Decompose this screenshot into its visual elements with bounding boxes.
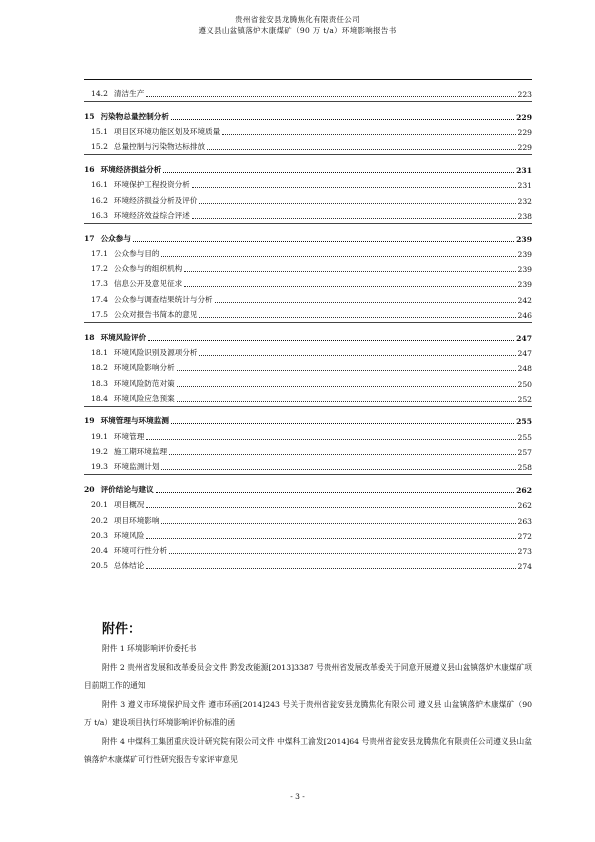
toc-entry-page: 255 <box>517 432 532 442</box>
toc-entry-label <box>91 446 167 457</box>
toc-entry-number: 19.3 <box>91 462 108 472</box>
toc-leader-dots <box>222 134 515 135</box>
toc-entry-page: 239 <box>517 280 532 290</box>
toc-entry-title: 项目环境影响 <box>113 515 160 525</box>
toc-entry-number: 17.2 <box>91 264 108 274</box>
toc-leader-dots <box>171 423 514 424</box>
toc-leader-dots <box>169 454 515 455</box>
toc-section-entry[interactable] <box>84 426 532 441</box>
toc-entry-page: 229 <box>517 143 532 153</box>
appendix-item: 附件 1 环境影响评价委托书 <box>102 644 197 653</box>
toc-section-entry[interactable] <box>84 343 532 358</box>
toc-entry-title: 环境经济损益分析 <box>100 165 162 175</box>
toc-entry-label <box>91 530 144 541</box>
toc-entry-number: 17 <box>84 233 95 243</box>
toc-entry-label <box>91 294 213 305</box>
toc-entry-number: 17.1 <box>91 248 108 258</box>
toc-leader-dots <box>161 256 515 257</box>
toc-entry-page: 231 <box>517 181 532 191</box>
toc-entry-page: 229 <box>516 112 532 122</box>
toc-entry-label <box>91 362 175 373</box>
toc-entry-number: 18 <box>84 332 95 342</box>
toc-entry-title: 环境风险影响分析 <box>113 363 175 373</box>
toc-entry-number: 20.3 <box>91 530 108 540</box>
toc-leader-dots <box>161 523 515 524</box>
toc-chapter-entry[interactable] <box>84 407 532 427</box>
toc-entry-number: 17.5 <box>91 310 108 320</box>
toc-entry-label <box>91 431 144 442</box>
toc-entry-title: 公众参与调查结果统计与分析 <box>113 294 213 304</box>
toc-entry-label <box>91 309 197 320</box>
toc-entry-title: 公众参与 <box>100 233 131 243</box>
toc-entry-page: 223 <box>517 90 532 100</box>
toc-section-entry[interactable] <box>84 122 532 137</box>
toc-entry-page: 250 <box>517 379 532 389</box>
toc-entry-page: 231 <box>516 166 532 176</box>
toc-entry-number: 18.4 <box>91 393 108 403</box>
toc-entry-title: 环境经济损益分析及评价 <box>113 195 198 205</box>
toc-entry-label <box>84 484 154 495</box>
toc-section-entry[interactable] <box>84 84 532 99</box>
toc-entry-title: 施工期环境监理 <box>113 447 168 457</box>
toc-section-entry[interactable] <box>84 190 532 205</box>
toc-chapter-entry[interactable] <box>84 475 532 495</box>
toc-entry-number: 19.1 <box>91 431 108 441</box>
toc-entry-number: 16 <box>84 165 95 175</box>
toc-entry-page: 246 <box>517 311 532 321</box>
toc-entry-label <box>84 332 146 343</box>
toc-entry-page: 242 <box>517 295 532 305</box>
toc-entry-number: 20.4 <box>91 546 108 556</box>
toc-entry-number: 17.4 <box>91 294 108 304</box>
toc-entry-page: 274 <box>517 562 532 572</box>
toc-section-entry[interactable] <box>84 510 532 525</box>
toc-entry-page: 257 <box>517 448 532 458</box>
toc-leader-dots <box>199 317 515 318</box>
toc-leader-dots <box>169 553 515 554</box>
toc-entry-title: 环境风险应急预案 <box>113 393 175 403</box>
toc-entry-title: 环境保护工程投资分析 <box>113 180 190 190</box>
header-rule <box>84 79 532 80</box>
appendix-item: 附件 3 遵义市环境保护局文件 遵市环函[2014]243 号关于贵州省瓮安县龙腾焦化有限公司 遵义县 山盆镇落炉木康煤矿（90 万 t/a）建设项目执行环境影响评价标准的函 <box>84 699 532 727</box>
toc-entry-label <box>91 88 144 99</box>
toc-entry-title: 环境管理 <box>113 431 145 441</box>
toc-entry-title: 环境经济效益综合评述 <box>113 210 190 220</box>
toc-entry-page: 238 <box>517 211 532 221</box>
toc-leader-dots <box>148 340 514 341</box>
toc-entry-title: 环境监测计划 <box>113 462 160 472</box>
toc-entry-number: 18.2 <box>91 363 108 373</box>
toc-entry-number: 16.1 <box>91 180 108 190</box>
toc-entry-label <box>91 515 159 526</box>
toc-entry-number: 15 <box>84 111 95 121</box>
toc-entry-title: 污染物总量控制分析 <box>100 111 169 121</box>
toc-entry-label <box>84 233 131 244</box>
appendix-item: 附件 4 中煤科工集团重庆设计研究院有限公司文件 中煤科工渝发[2014]64 号贵州省瓮安县龙腾焦化有限责任公司遵义县山盆镇落炉木康煤矿可行性研究报告专家评审意见 <box>84 736 532 764</box>
toc-leader-dots <box>192 218 516 219</box>
toc-entry-title: 环境风险 <box>113 530 145 540</box>
toc-section-entry[interactable] <box>84 206 532 221</box>
toc-chapter-entry[interactable] <box>84 102 532 122</box>
table-of-contents <box>84 84 532 571</box>
appendix-title: 附件： <box>102 622 142 637</box>
toc-section-entry[interactable] <box>84 442 532 457</box>
toc-entry-title: 项目区环境功能区划及环境质量 <box>113 127 221 137</box>
toc-entry-label <box>91 347 197 358</box>
toc-entry-page: 247 <box>516 333 532 343</box>
toc-entry-page: 247 <box>517 348 532 358</box>
toc-leader-dots <box>156 492 514 493</box>
toc-leader-dots <box>163 172 514 173</box>
toc-entry-title: 环境可行性分析 <box>113 546 168 556</box>
toc-entry-number: 18.1 <box>91 347 108 357</box>
toc-leader-dots <box>177 401 516 402</box>
toc-entry-number: 20.2 <box>91 515 108 525</box>
toc-entry-page: 273 <box>517 547 532 557</box>
page-number: - 3 - <box>290 792 305 801</box>
toc-entry-title: 项目概况 <box>113 500 145 510</box>
toc-entry-label <box>84 111 169 122</box>
toc-leader-dots <box>146 507 515 508</box>
toc-entry-title: 信息公开及意见征求 <box>113 279 183 289</box>
toc-entry-label <box>91 461 159 472</box>
toc-entry-title: 环境风险识别及源项分析 <box>113 347 198 357</box>
toc-entry-title: 环境风险评价 <box>100 332 147 342</box>
toc-section-entry[interactable] <box>84 289 532 304</box>
toc-entry-label <box>91 378 175 389</box>
toc-entry-page: 272 <box>517 531 532 541</box>
toc-leader-dots <box>192 187 516 188</box>
toc-entry-label <box>91 195 197 206</box>
toc-entry-label <box>91 560 144 571</box>
toc-section-entry[interactable] <box>84 556 532 571</box>
toc-entry-label <box>84 164 161 175</box>
toc-section-entry[interactable] <box>84 373 532 388</box>
toc-section-entry[interactable] <box>84 305 532 320</box>
toc-entry-number: 14.2 <box>91 89 108 99</box>
toc-entry-number: 15.2 <box>91 142 108 152</box>
toc-entry-page: 232 <box>517 196 532 206</box>
toc-leader-dots <box>177 386 516 387</box>
toc-entry-label <box>91 210 190 221</box>
toc-leader-dots <box>146 568 515 569</box>
toc-entry-label <box>91 126 220 137</box>
toc-entry-label <box>91 278 182 289</box>
toc-chapter-entry[interactable] <box>84 323 532 343</box>
header-company: 贵州省瓮安县龙腾焦化有限责任公司 <box>235 15 360 24</box>
toc-entry-number: 20 <box>84 484 95 494</box>
toc-entry-page: 262 <box>516 485 532 495</box>
toc-entry-title: 公众参与目的 <box>113 248 160 258</box>
toc-section-entry[interactable] <box>84 244 532 259</box>
toc-entry-number: 17.3 <box>91 279 108 289</box>
toc-leader-dots <box>184 271 515 272</box>
toc-entry-page: 239 <box>517 265 532 275</box>
toc-entry-page: 229 <box>517 128 532 138</box>
toc-entry-page: 239 <box>517 249 532 259</box>
toc-entry-number: 20.1 <box>91 500 108 510</box>
page-header <box>0 14 595 36</box>
toc-section-entry[interactable] <box>84 495 532 510</box>
toc-leader-dots <box>199 203 515 204</box>
toc-leader-dots <box>133 241 514 242</box>
toc-entry-page: 239 <box>516 234 532 244</box>
toc-leader-dots <box>177 370 516 371</box>
toc-leader-dots <box>199 355 515 356</box>
toc-entry-label <box>91 248 159 259</box>
toc-section-entry[interactable] <box>84 358 532 373</box>
toc-leader-dots <box>146 538 515 539</box>
toc-section-entry[interactable] <box>84 457 532 472</box>
toc-leader-dots <box>161 469 515 470</box>
toc-entry-page: 262 <box>517 501 532 511</box>
toc-entry-label <box>91 545 167 556</box>
toc-entry-title: 公众对报告书简本的意见 <box>113 310 198 320</box>
toc-entry-number: 16.2 <box>91 195 108 205</box>
toc-entry-title: 清洁生产 <box>113 89 145 99</box>
toc-entry-title: 环境风险防范对策 <box>113 378 175 388</box>
toc-entry-label <box>91 179 190 190</box>
toc-entry-number: 19.2 <box>91 447 108 457</box>
toc-entry-number: 16.3 <box>91 210 108 220</box>
toc-leader-dots <box>146 439 515 440</box>
toc-leader-dots <box>215 302 516 303</box>
appendix-list <box>84 640 532 770</box>
toc-section-entry[interactable] <box>84 137 532 152</box>
toc-entry-title: 总量控制与污染物达标排放 <box>113 142 206 152</box>
toc-entry-number: 20.5 <box>91 561 108 571</box>
header-report-title: 遵义县山盆镇落炉木康煤矿（90 万 t/a）环境影响报告书 <box>198 26 397 35</box>
toc-leader-dots <box>207 149 515 150</box>
toc-entry-label <box>91 263 182 274</box>
toc-entry-number: 19 <box>84 416 95 426</box>
toc-section-entry[interactable] <box>84 541 532 556</box>
toc-entry-number: 18.3 <box>91 378 108 388</box>
toc-chapter-entry[interactable] <box>84 224 532 244</box>
toc-section-entry[interactable] <box>84 389 532 404</box>
toc-entry-page: 248 <box>517 364 532 374</box>
toc-entry-page: 258 <box>517 463 532 473</box>
toc-leader-dots <box>184 286 515 287</box>
toc-entry-label <box>91 393 175 404</box>
toc-entry-label <box>84 415 169 426</box>
toc-entry-title: 评价结论与建议 <box>100 484 154 494</box>
toc-entry-label <box>91 141 205 152</box>
toc-entry-number: 15.1 <box>91 127 108 137</box>
toc-chapter-entry[interactable] <box>84 155 532 175</box>
toc-entry-page: 263 <box>517 516 532 526</box>
toc-entry-page: 252 <box>517 394 532 404</box>
toc-entry-title: 环境管理与环境监测 <box>100 416 169 426</box>
toc-section-entry[interactable] <box>84 526 532 541</box>
toc-leader-dots <box>146 96 515 97</box>
appendix-item: 附件 2 贵州省发展和改革委员会文件 黔发改能源[2013]3387 号贵州省发展改革委关于同意开展遵义县山盆镇落炉木康煤矿项目前期工作的通知 <box>84 662 532 690</box>
toc-section-entry[interactable] <box>84 175 532 190</box>
toc-section-entry[interactable] <box>84 259 532 274</box>
toc-section-entry[interactable] <box>84 274 532 289</box>
toc-entry-page: 255 <box>516 417 532 427</box>
toc-entry-label <box>91 499 144 510</box>
toc-entry-title: 公众参与的组织机构 <box>113 264 183 274</box>
toc-leader-dots <box>171 119 514 120</box>
toc-entry-title: 总体结论 <box>113 561 145 571</box>
